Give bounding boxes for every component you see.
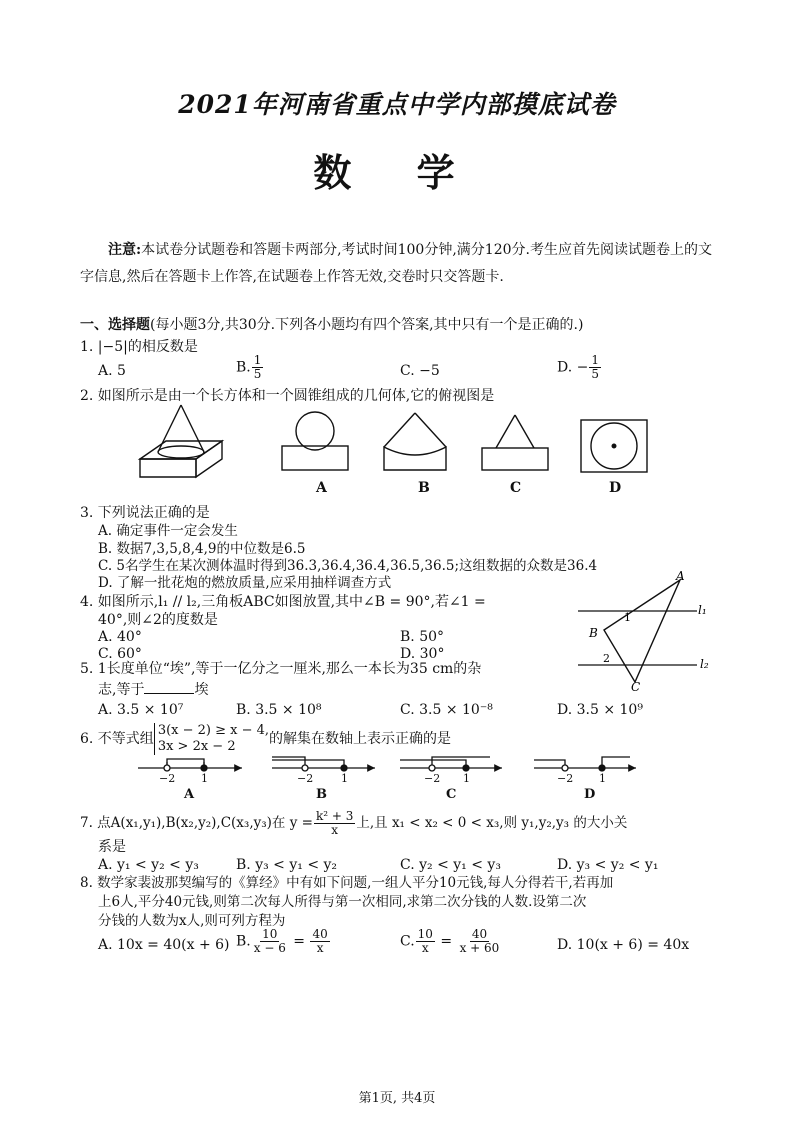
q7-option-a: A. y₁ < y₂ < y₃ — [98, 857, 199, 873]
q8-option-c: C. $\frac{10}{x}$ = $\frac{40}{x + 60}$ — [400, 927, 500, 955]
q4-label-l1: l₁ — [698, 603, 707, 617]
q7-fraction: $\frac{\text{k² + 3}}{x}$ — [315, 809, 354, 837]
q4-stem-line2: 40°,则∠2的度数是 — [98, 612, 218, 628]
q6-option-d-line — [534, 757, 636, 771]
q1-option-b: B. $\frac{1}{5}$ — [236, 353, 262, 381]
q6-a-tick-1: 1 — [201, 772, 208, 785]
q5-stem-line2: 志,等于 埃 — [98, 682, 209, 698]
page-footer: 第1页, 共4页 — [358, 1091, 436, 1106]
q1-d-fraction: $\frac{1}{5}$ — [591, 353, 599, 381]
subject-title: 数 学 — [313, 150, 481, 195]
q4-stem-line1: 4. 如图所示,l₁ // l₂,三角板ABC如图放置,其中∠B = 90°,若∠1 = — [80, 594, 486, 610]
q3-option-b: B. 数据7,3,5,8,4,9的中位数是6.5 — [98, 541, 306, 557]
q5-stem-line1: 5. 1长度单位“埃”,等于一亿分之一厘米,那么一本长为35 cm的杂 — [80, 661, 482, 677]
q8-option-b: B. $\frac{10}{x - 6}$ = $\frac{40}{x}$ — [236, 927, 328, 955]
q4-angle-1: 1 — [624, 611, 631, 624]
q8-stem-line1: 8. 数学家裴波那契编写的《算经》中有如下问题,一组人平分10元钱,每人分得若干,若再加 — [80, 875, 614, 891]
q3-option-a: A. 确定事件一定会发生 — [98, 523, 238, 539]
q6-label-c: C — [446, 787, 457, 802]
q4-label-b: B — [589, 626, 598, 640]
q6-a-tick-neg2: −2 — [159, 772, 176, 785]
q1-b-fraction: $\frac{1}{5}$ — [253, 353, 262, 381]
exam-title: 2021年河南省重点中学内部摸底试卷 — [178, 90, 616, 119]
notice-text: 本试卷分试题卷和答题卡两部分,考试时间100分钟,满分120分.考生应首先阅读试题卷上的文字信息,然后在答题卡上作答,在试题卷上作答无效,交卷时只交答题卡. — [80, 242, 712, 285]
q5-option-b: B. 3.5 × 10⁸ — [236, 702, 322, 718]
q8-option-d: D. 10(x + 6) = 40x — [557, 937, 690, 953]
q2-label-c: C — [510, 480, 522, 496]
q3-stem: 3. 下列说法正确的是 — [80, 505, 210, 521]
q7-option-c: C. y₂ < y₁ < y₃ — [400, 857, 501, 873]
q4-option-a: A. 40° — [98, 629, 142, 645]
q6-c-tick-1: 1 — [463, 772, 470, 785]
q6-option-c-line — [400, 757, 502, 771]
q3-option-d: D. 了解一批花炮的燃放质量,应采用抽样调查方式 — [98, 575, 392, 591]
q4-option-d: D. 30° — [400, 646, 445, 662]
q7-option-b: B. y₃ < y₁ < y₂ — [236, 857, 338, 873]
q6-option-a-line — [138, 759, 242, 771]
q8-stem-line2: 上6人,平分40元钱,则第二次每人所得与第一次相同,求第二次分钱的人数.设第二次 — [98, 894, 587, 910]
q2-label-a: A — [316, 480, 327, 496]
q5-option-a: A. 3.5 × 10⁷ — [98, 702, 184, 718]
q6-d-tick-1: 1 — [599, 772, 606, 785]
q4-angle-2: 2 — [603, 652, 610, 665]
q1-option-c: C. −5 — [400, 363, 440, 379]
q1-option-a: A. 5 — [98, 363, 126, 379]
section1-desc: (每小题3分,共30分.下列各小题均有四个答案,其中只有一个是正确的.) — [150, 317, 584, 333]
q4-option-b: B. 50° — [400, 629, 445, 645]
q1-stem: 1. |−5|的相反数是 — [80, 339, 198, 355]
q2-label-d: D — [609, 480, 622, 496]
q6-stem: 6. 不等式组3(x − 2) ≥ x − 4, 3x > 2x − 2 的解集在数轴上表示正确的是 — [80, 723, 452, 754]
q5-option-c: C. 3.5 × 10⁻⁸ — [400, 702, 493, 718]
q6-inequality-system: 3(x − 2) ≥ x − 4, 3x > 2x − 2 — [154, 723, 269, 755]
q7-option-d: D. y₃ < y₂ < y₁ — [557, 857, 659, 873]
q4-label-a: A — [676, 569, 685, 583]
q4-option-c: C. 60° — [98, 646, 142, 662]
q6-d-tick-neg2: −2 — [557, 772, 574, 785]
q5-option-d: D. 3.5 × 10⁹ — [557, 702, 643, 718]
q6-b-tick-1: 1 — [341, 772, 348, 785]
notice-label: 注意: — [108, 242, 142, 258]
q3-option-c: C. 5名学生在某次测体温时得到36.3,36.4,36.4,36.5,36.5;这组数据的众数是36.4 — [98, 558, 598, 574]
q6-option-b-line — [272, 757, 375, 771]
q4-label-c: C — [631, 680, 641, 694]
section1-heading: 一、选择题 — [80, 317, 150, 333]
q6-c-tick-neg2: −2 — [424, 772, 441, 785]
q2-stem: 2. 如图所示是由一个长方体和一个圆锥组成的几何体,它的俯视图是 — [80, 388, 495, 404]
q1-option-d: D. − $\frac{1}{5}$ — [557, 353, 599, 381]
q6-b-tick-neg2: −2 — [297, 772, 314, 785]
q7-stem-line1: 7. 点A(x₁,y₁),B(x₂,y₂),C(x₃,y₃)在 y = $\frac{\text{k² + 3}}{x}$ 上,且 x₁ < x₂ < 0 < x₃,则 y₁,y₂,y₃ 的大小关 — [80, 809, 628, 837]
q6-label-b: B — [316, 787, 327, 802]
q7-stem-line2: 系是 — [98, 839, 126, 855]
q4-label-l2: l₂ — [700, 657, 709, 671]
q8-option-a: A. 10x = 40(x + 6) — [98, 937, 230, 953]
q6-label-d: D — [584, 787, 596, 802]
q6-label-a: A — [184, 787, 195, 802]
q8-stem-line3: 分钱的人数为x人,则可列方程为 — [98, 913, 286, 929]
q2-label-b: B — [418, 480, 430, 496]
